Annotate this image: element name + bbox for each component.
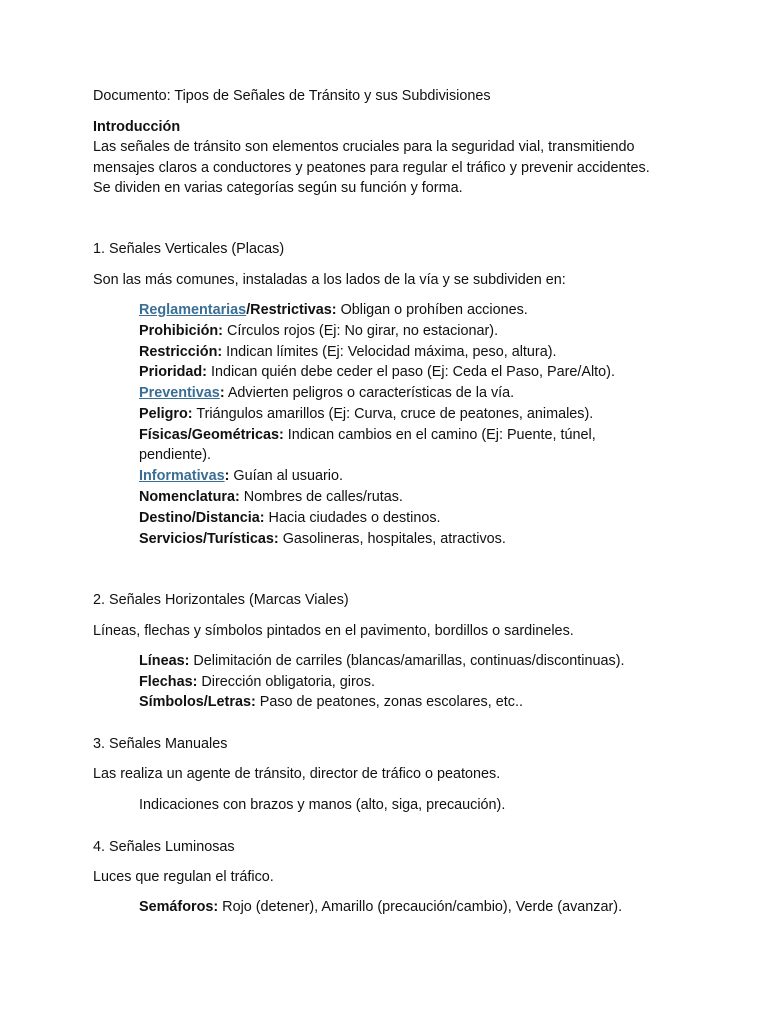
preventivas-link[interactable]: Preventivas (139, 385, 220, 401)
semaforos-term: Semáforos: (139, 899, 219, 915)
servicios-term: Servicios/Turísticas: (139, 531, 279, 547)
intro-line-3: Se dividen en varias categorías según su función y forma. (93, 180, 463, 196)
semaforos-text: Rojo (detener), Amarillo (precaución/cambio), Verde (avanzar). (218, 899, 623, 915)
list-item-lineas (139, 651, 625, 671)
destino-term: Destino/Distancia: (139, 510, 265, 526)
section-3-heading: 3. Señales Manuales (93, 736, 228, 752)
prohibicion-term: Prohibición: (139, 323, 223, 339)
list-item-semaforos (139, 897, 622, 917)
lineas-term: Líneas: (139, 653, 190, 669)
section-4-description: Luces que regulan el tráfico. (93, 869, 274, 885)
list-item-manuales: Indicaciones con brazos y manos (alto, siga, precaución). (139, 797, 506, 813)
list-item-nomenclatura (139, 487, 403, 507)
list-item-reglamentarias (139, 300, 528, 320)
intro-heading (93, 117, 180, 137)
section-1-heading: 1. Señales Verticales (Placas) (93, 241, 285, 257)
intro-heading-text: Introducción (93, 119, 181, 135)
list-item-servicios (139, 529, 506, 549)
simbolos-text: Paso de peatones, zonas escolares, etc.. (255, 694, 523, 710)
reglamentarias-link[interactable]: Reglamentarias (139, 302, 247, 318)
intro-line-1: Las señales de tránsito son elementos cruciales para la seguridad vial, transmitiendo (93, 139, 635, 155)
list-item-prioridad (139, 362, 615, 382)
list-item-restriccion (139, 342, 557, 362)
list-item-flechas (139, 672, 375, 692)
prioridad-term: Prioridad: (139, 364, 207, 380)
list-item-prohibicion (139, 321, 498, 341)
informativas-text: Guían al usuario. (229, 468, 343, 484)
list-item-fisicas-cont: pendiente). (139, 447, 212, 463)
section-2-description: Líneas, flechas y símbolos pintados en el pavimento, bordillos o sardineles. (93, 623, 574, 639)
reglamentarias-text: Obligan o prohíben acciones. (336, 302, 528, 318)
destino-text: Hacia ciudades o destinos. (264, 510, 441, 526)
flechas-term: Flechas: (139, 674, 198, 690)
document-title: Documento: Tipos de Señales de Tránsito y sus Subdivisiones (93, 88, 491, 104)
list-item-fisicas (139, 425, 596, 445)
list-item-informativas (139, 466, 343, 486)
lineas-text: Delimitación de carriles (blancas/amarillas, continuas/discontinuas). (189, 653, 625, 669)
intro-line-2: mensajes claros a conductores y peatones para regular el tráfico y prevenir accidentes. (93, 160, 650, 176)
list-item-peligro (139, 404, 593, 424)
section-4-heading: 4. Señales Luminosas (93, 839, 235, 855)
restriccion-text: Indican límites (Ej: Velocidad máxima, peso, altura). (222, 344, 557, 360)
nomenclatura-term: Nomenclatura: (139, 489, 240, 505)
flechas-text: Dirección obligatoria, giros. (197, 674, 375, 690)
peligro-text: Triángulos amarillos (Ej: Curva, cruce de peatones, animales). (192, 406, 594, 422)
fisicas-term: Físicas/Geométricas: (139, 427, 284, 443)
informativas-colon: : (224, 468, 230, 484)
preventivas-colon: : (219, 385, 225, 401)
servicios-text: Gasolineras, hospitales, atractivos. (278, 531, 506, 547)
nomenclatura-text: Nombres de calles/rutas. (239, 489, 403, 505)
informativas-link[interactable]: Informativas (139, 468, 225, 484)
list-item-destino (139, 508, 441, 528)
preventivas-text: Advierten peligros o características de la vía. (224, 385, 515, 401)
prioridad-text: Indican quién debe ceder el paso (Ej: Ceda el Paso, Pare/Alto). (206, 364, 615, 380)
section-3-description: Las realiza un agente de tránsito, director de tráfico o peatones. (93, 766, 501, 782)
section-1-description: Son las más comunes, instaladas a los lados de la vía y se subdividen en: (93, 272, 566, 288)
list-item-preventivas (139, 383, 514, 403)
prohibicion-text: Círculos rojos (Ej: No girar, no estacionar). (222, 323, 499, 339)
section-2-heading: 2. Señales Horizontales (Marcas Viales) (93, 592, 349, 608)
peligro-term: Peligro: (139, 406, 193, 422)
restrictivas-term: /Restrictivas: (246, 302, 337, 318)
restriccion-term: Restricción: (139, 344, 223, 360)
simbolos-term: Símbolos/Letras: (139, 694, 256, 710)
fisicas-text: Indican cambios en el camino (Ej: Puente, túnel, (283, 427, 596, 443)
list-item-simbolos (139, 692, 523, 712)
